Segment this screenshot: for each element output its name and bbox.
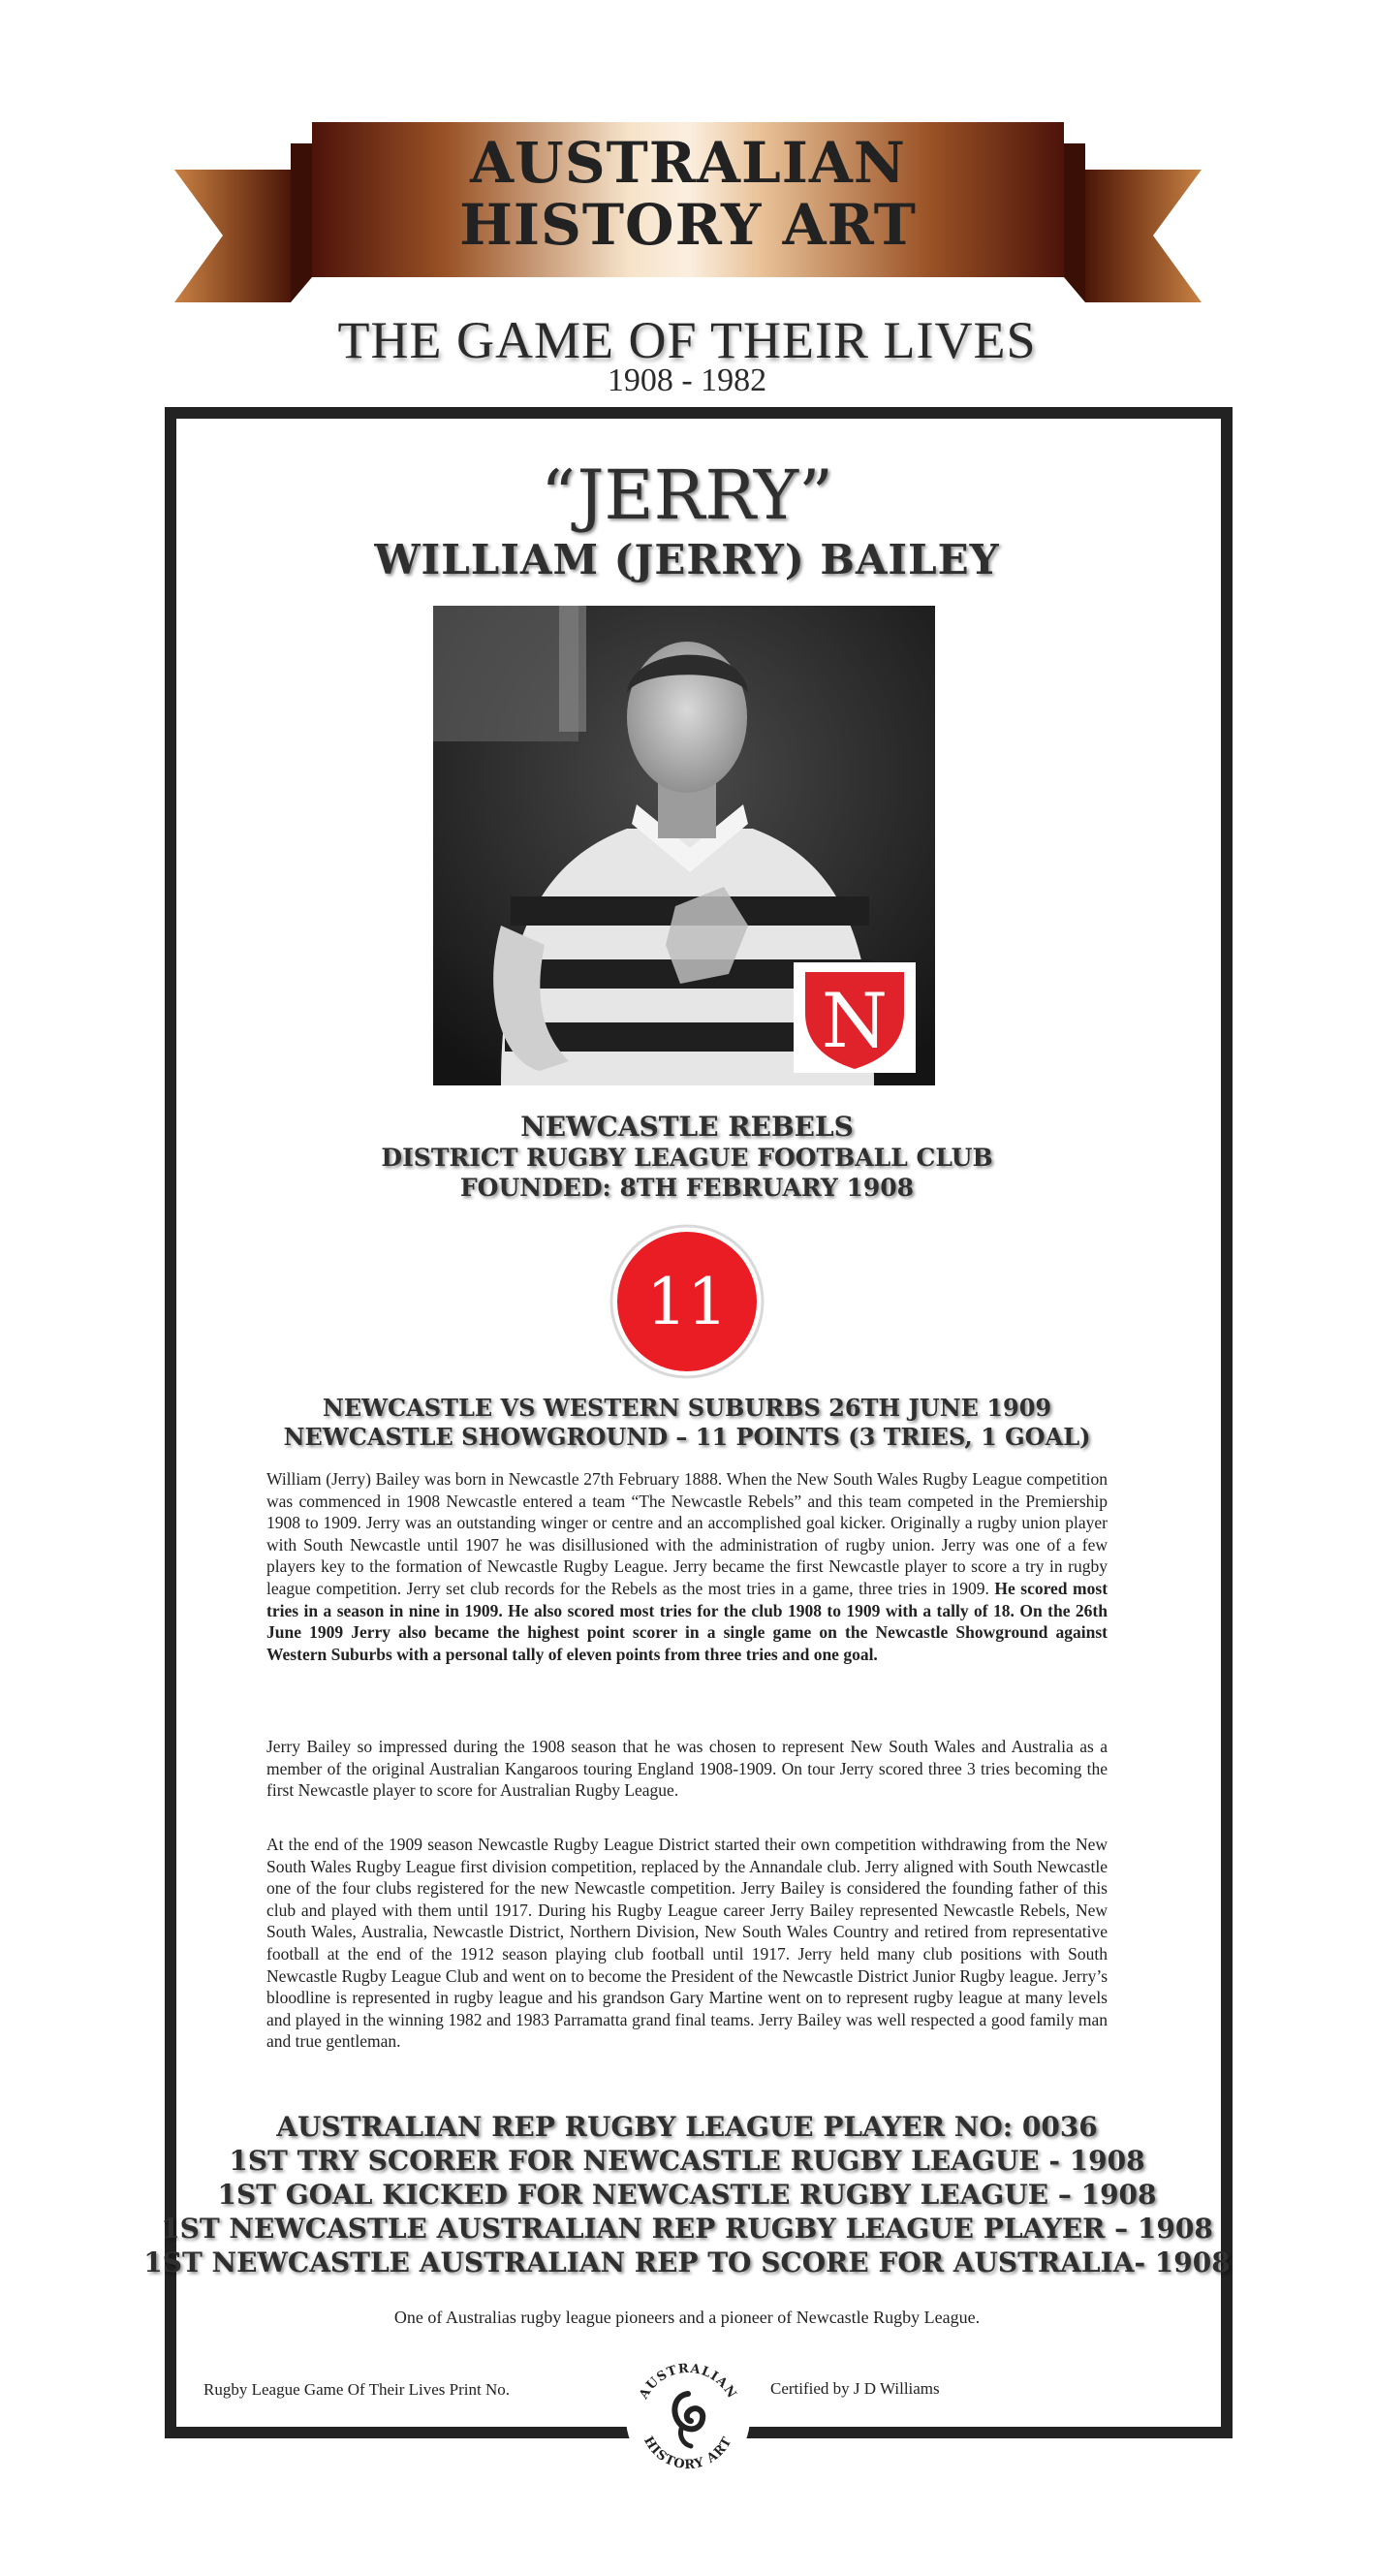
bio-p1-text: William (Jerry) Bailey was born in Newcastle 27th February 1888. When the New South Wales Rugby League competition was commenced in 1908 Newcastle entered a team “The Newcastle Rebels” and this team competed in the Premiership 1908 to 1909. Jerry was an outstanding winger or centre and an accomplished goal kicker. Originally a rugby union player with South Newcastle until 1907 he was disillusioned with the administration of rugby union. Jerry was one of a few players key to the formation of Newcastle Rugby League. Jerry became the first Newcastle player to score a try in rugby league competition. Jerry set club records for the Rebels as the most tries in a game, three tries in 1909. bbox=[266, 1469, 1108, 1598]
achievement-item: 1ST TRY SCORER FOR NEWCASTLE RUGBY LEAGUE - 1908 bbox=[229, 2145, 1145, 2177]
club-shield-icon bbox=[794, 962, 916, 1073]
player-nickname: “JERRY” bbox=[541, 456, 833, 535]
player-full-name: WILLIAM (JERRY) BAILEY bbox=[374, 536, 1000, 583]
player-photo bbox=[433, 606, 935, 1085]
history-art-logo bbox=[623, 2353, 753, 2483]
club-name: NEWCASTLE REBELS bbox=[520, 1111, 854, 1143]
closing-statement: One of Australias rugby league pioneers and a pioneer of Newcastle Rugby League. bbox=[393, 2308, 981, 2327]
banner-line-1: AUSTRALIAN bbox=[470, 130, 906, 196]
achievement-item: 1ST NEWCASTLE AUSTRALIAN REP TO SCORE FOR AUSTRALIA- 1908 bbox=[143, 2246, 1231, 2278]
match-line-1: NEWCASTLE VS WESTERN SUBURBS 26TH JUNE 1909 bbox=[322, 1394, 1052, 1422]
logo-top-text: AUSTRALIAN bbox=[637, 2361, 739, 2403]
print-number-label: Rugby League Game Of Their Lives Print No. bbox=[203, 2380, 511, 2399]
series-title: THE GAME OF THEIR LIVES bbox=[337, 311, 1037, 369]
club-founded: FOUNDED: 8TH FEBRUARY 1908 bbox=[459, 1174, 915, 1202]
shield-letter: N bbox=[821, 978, 889, 1065]
club-type: DISTRICT RUGBY LEAGUE FOOTBALL CLUB bbox=[381, 1144, 993, 1172]
bio-p1-bold: He scored most tries in a season in nine in 1909. He also scored most tries for the club 1908 to 1909 with a tally of 18. On the 26th June 1909 Jerry also became the highest point scorer in a single game on the Newcastle Showground against Western Suburbs with a personal tally of eleven points from three tries and one goal. bbox=[266, 1578, 1109, 1664]
achievement-item: 1ST GOAL KICKED FOR NEWCASTLE RUGBY LEAGUE – 1908 bbox=[217, 2179, 1157, 2211]
match-line-2: NEWCASTLE SHOWGROUND – 11 POINTS (3 TRIES, 1 GOAL) bbox=[283, 1423, 1091, 1451]
banner-line-2: HISTORY ART bbox=[459, 192, 917, 258]
biography-paragraph-3: At the end of the 1909 season Newcastle Rugby League District started their own competition withdrawing from the New South Wales Rugby League first division competition, replaced by the Annandale club. Jerry aligned with South Newcastle one of the four clubs registered for the new Newcastle competition. Jerry Bailey is considered the founding father of this club and played with them until 1917. During his Rugby League career Jerry Bailey represented Newcastle Rebels, New South Wales, Australia, Newcastle District, Northern Division, New South Wales Country and retired from representative football at the end of the 1912 season playing club football until 1917. Jerry held many club positions with South Newcastle Rugby League Club and went on to become the President of the Newcastle District Junior Rugby league. Jerry’s bloodline is represented in rugby league and his grandson Gary Martine went on to represent rugby league at many levels and played in the winning 1982 and 1983 Parramatta grand final teams. Jerry Bailey was well respected a good family man and true gentleman. bbox=[266, 1835, 1108, 2052]
certified-label: Certified by J D Williams bbox=[770, 2379, 940, 2398]
biography-paragraph-1 bbox=[266, 1468, 1108, 1665]
achievement-item: AUSTRALIAN REP RUGBY LEAGUE PLAYER NO: 0036 bbox=[276, 2111, 1098, 2143]
logo-bottom-text: HISTORY ART bbox=[640, 2434, 735, 2473]
achievement-item: 1ST NEWCASTLE AUSTRALIAN REP RUGBY LEAGUE PLAYER – 1908 bbox=[161, 2213, 1213, 2245]
player-number-badge bbox=[609, 1223, 765, 1380]
player-number: 11 bbox=[646, 1265, 728, 1339]
banner-title bbox=[312, 132, 1064, 256]
biography-paragraph-2: Jerry Bailey so impressed during the 1908 season that he was chosen to represent New South Wales and Australia as a member of the original Australian Kangaroos touring England 1908-1909. On tour Jerry scored three 3 tries becoming the first Newcastle player to score for Australian Rugby League. bbox=[266, 1737, 1108, 1801]
series-years: 1908 - 1982 bbox=[607, 362, 767, 398]
